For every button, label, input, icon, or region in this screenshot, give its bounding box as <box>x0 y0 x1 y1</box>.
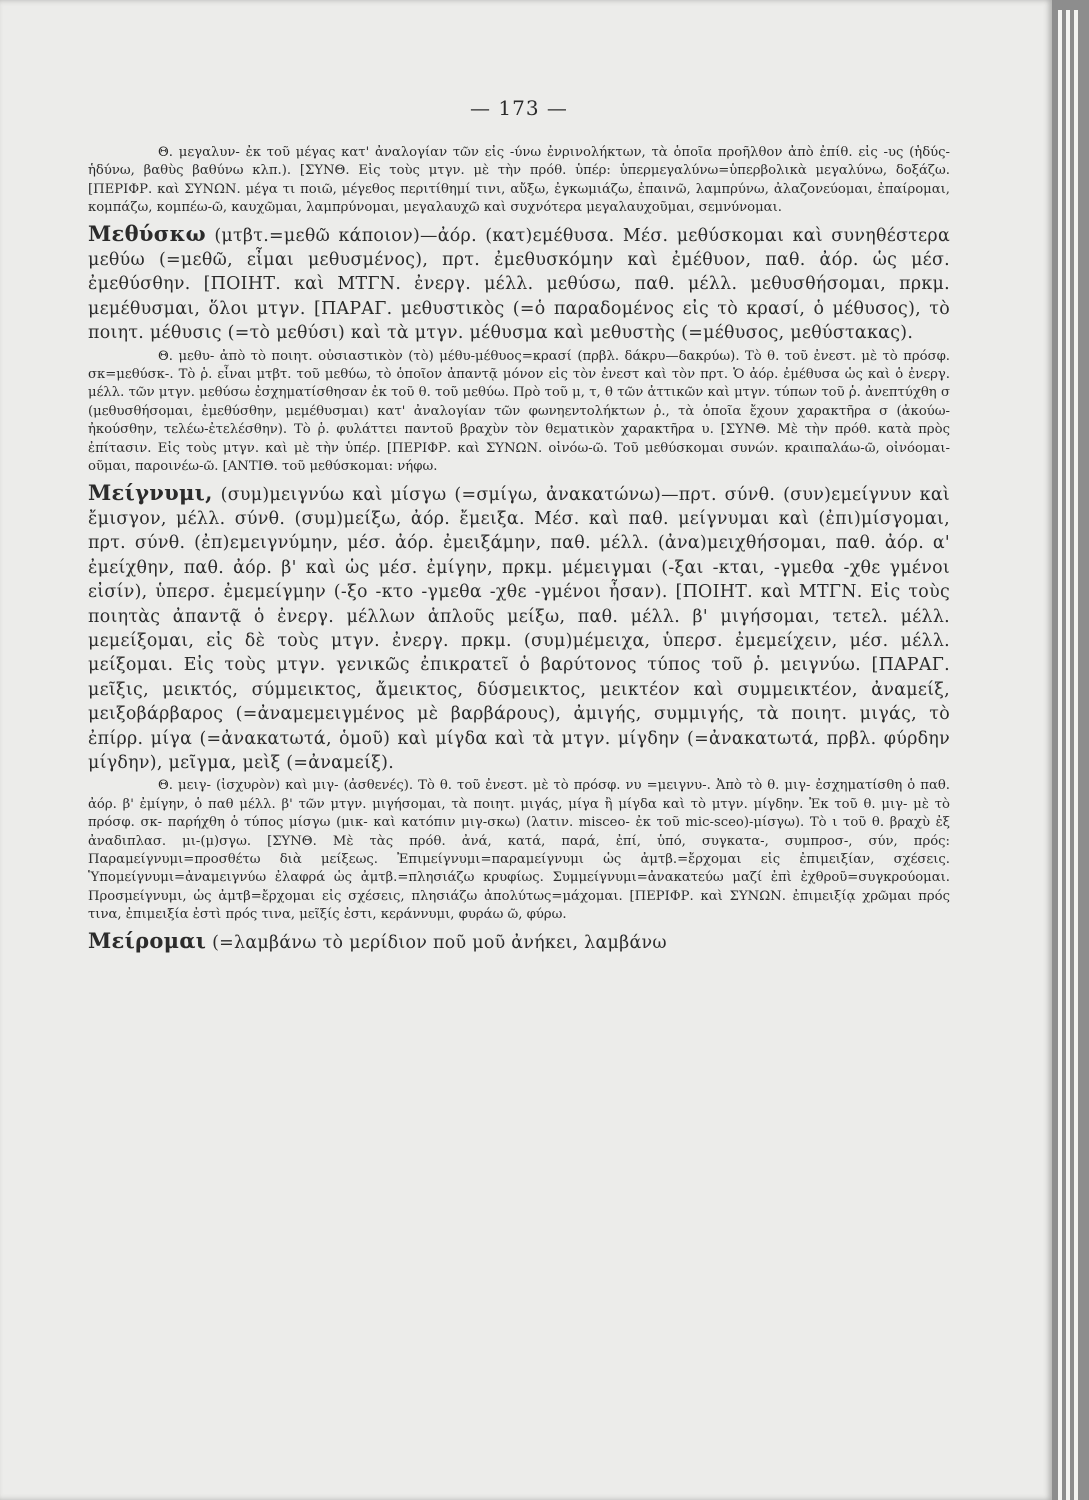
entry-headword: Μείρομαι <box>88 927 207 953</box>
etymology-paragraph: Θ. μειγ- (ἰσχυρὸν) καὶ μιγ- (ἀσθενές). Τὸ θ. τοῦ ἐνεστ. μὲ τὸ πρόσφ. νυ =μειγνυ-. Ἀπὸ τὸ θ. μιγ- ἐσχηματίσθη ὁ παθ. ἀόρ. β' ἐμίγην, ὁ παθ μέλλ. β' τῶν μτγν. μιγήσομαι, τὰ ποιητ. μιγάς, μίγα ἢ μίγδα καὶ τὸ μτγν. μίγδην. Ἐκ τοῦ θ. μιγ- μὲ τὸ πρόσφ. σκ- παρήχθη ὁ τύπος μίσγω (μικ- καὶ κατόπιν μιγ-σκω) (λατιν. misceo- ἐκ τοῦ mic-sceo)-μίσγω). Τὸ ι τοῦ θ. βραχὺ ἐξ ἀναδιπλασ. μι-(μ)σγω. [ΣΥΝΘ. Μὲ τὰς πρόθ. ἀνά, κατά, παρά, ἐπί, ὑπό, συγκατα-, συμπροσ-, σύν, πρός: Παραμείγνυμι=προσθέτω διὰ μείξεως. Ἐπιμείγνυμι=παραμείγνυμι ὡς ἀμτβ.=ἔρχομαι εἰς ἐπιμειξίαν, σχέσεις. Ὑπομείγνυμι=ἀναμειγνύω ἐλαφρά ὡς ἀμτβ.=πλησιάζω κρυφίως. Συμμείγνυμι=ἀνακατεύω μαζί ἐπὶ ἐχθροῦ=συγκρούομαι. Προσμείγνυμι, ὡς ἀμτβ=ἔρχομαι εἰς σχέσεις, πλησιάζω ἀπολύτως=μάχομαι. [ΠΕΡΙΦΡ. καὶ ΣΥΝΩΝ. ἐπιμειξίᾳ χρῶμαι πρός τινα, ἐπιμειξία ἐστὶ πρός τινα, μεῖξίς ἐστι, κεράννυμι, φυράω ῶ, φύρω. <box>88 778 950 923</box>
page-edge <box>1066 10 1070 1500</box>
entry-body: (μτβτ.=μεθῶ κάποιον)—ἀόρ. (κατ)εμέθυσα. Μέσ. μεθύσκομαι καὶ συνηθέστερα μεθύω (=μεθῶ, εἶμαι μεθυσμένος), πρτ. ἐμεθυσκόμην καὶ ἐμέθυον, παθ. ἀόρ. ὡς μέσ. ἐμεθύσθην. [ΠΟΙΗΤ. καὶ ΜΤΓΝ. ἐνεργ. μέλλ. μεθύσω, παθ. μέλλ. μεθυσθήσομαι, πρκμ. μεμέθυσμαι, ὅλοι μτγν. [ΠΑΡΑΓ. μεθυστικὸς (=ὁ παραδομένος εἰς τὸ κρασί, ὁ μέθυσος), τὸ ποιητ. μέθυσις (=τὸ μεθύσι) καὶ τὰ μτγν. μέθυσμα καὶ μεθυστὴς (=μέθυσος, μεθύστακας). <box>88 225 950 344</box>
etymology-paragraph: Θ. μεθυ- ἀπὸ τὸ ποιητ. οὐσιαστικὸν (τὸ) μέθυ-μέθυος=κρασί (πρβλ. δάκρυ—δακρύω). Τὸ θ. τοῦ ἐνεστ. μὲ τὸ πρόσφ. σκ=μεθύσκ-. Τὸ ῥ. εἶναι μτβτ. τοῦ μεθύω, τὸ ὁποῖον ἀπαντᾷ μόνον εἰς τὸν ἐνεστ καὶ τὸν πρτ. Ὁ ἀόρ. ἐμέθυσα ὡς καὶ ὁ ἐνεργ. μέλλ. τῶν μτγν. μεθύσω ἐσχηματίσθησαν ἐκ τοῦ θ. τοῦ μεθύω. Πρὸ τοῦ μ, τ, θ τῶν ἀττικῶν καὶ μτγν. τύπων τοῦ ῥ. ἀνεπτύχθη σ (μεθυσθήσομαι, ἐμεθύσθην, μεμέθυσμαι) κατ' ἀναλογίαν τῶν φωνηεντολήκτων ῥ., τὰ ὁποῖα ἔχουν χαρακτῆρα σ (ἀκούω-ἠκούσθην, τελέω-ἐτελέσθην). Τὸ ῥ. φυλάττει παντοῦ βραχὺν τὸν θεματικὸν χαρακτῆρα υ. [ΣΥΝΘ. Μὲ τὴν πρόθ. κατὰ πρὸς ἐπίτασιν. Εἰς τοὺς μτγν. καὶ μὲ τὴν ὑπέρ. [ΠΕΡΙΦΡ. καὶ ΣΥΝΩΝ. οἰνόω-ῶ. Τοῦ μεθύσκομαι συνών. κραιπαλάω-ῶ, οἰνόομαι-οῦμαι, παροινέω-ῶ. [ΑΝΤΙΘ. τοῦ μεθύσκομαι: νήφω. <box>88 348 950 475</box>
page-number: — 173 — <box>470 96 568 120</box>
etymology-paragraph: Θ. μεγαλυν- ἐκ τοῦ μέγας κατ' ἀναλογίαν τῶν εἰς -ύνω ἐνρινολήκτων, τὰ ὁποῖα προῆλθον ἀπὸ ἐπίθ. εἰς -υς (ἡδύς-ἡδύνω, βαθὺς βαθύνω κλπ.). [ΣΥΝΘ. Εἰς τοὺς μτγν. μὲ τὴν πρόθ. ὑπέρ: ὑπερμεγαλύνω=ὑπερβολικὰ μεγαλύνω, δοξάζω. [ΠΕΡΙΦΡ. καὶ ΣΥΝΩΝ. μέγα τι ποιῶ, μέγεθος περιτίθημί τινι, αὔξω, ἐγκωμιάζω, ἐπαινῶ, λαμπρύνω, ἀλαζονεύομαι, ἐπαίρομαι, κομπάζω, κομπέω-ῶ, καυχῶμαι, λαμπρύνομαι, μεγαλαυχῶ καὶ συχνότερα μεγαλαυχοῦμαι, σεμνύνομαι. <box>88 145 950 216</box>
entry-headword: Μείγνυμι, <box>88 479 213 505</box>
entry-headword: Μεθύσκω <box>88 220 206 246</box>
page-edge <box>1058 10 1062 1500</box>
page-text <box>88 96 950 955</box>
dictionary-entry <box>88 481 950 776</box>
entry-body: (=λαμβάνω τὸ μερίδιον ποῦ μοῦ ἀνήκει, λαμβάνω <box>212 932 667 953</box>
entry-body: (συμ)μειγνύω καὶ μίσγω (=σμίγω, ἀνακατώνω)—πρτ. σύνθ. (συν)εμείγνυν καὶ ἔμισγον, μέλλ. σύνθ. (συμ)μείξω, ἀόρ. ἔμειξα. Μέσ. καὶ παθ. μείγνυμαι καὶ (ἐπι)μίσγομαι, πρτ. σύνθ. (ἐπ)εμειγνύμην, μέσ. ἀόρ. ἐμειξάμην, παθ. μέλλ. (ἀνα)μειχθήσομαι, παθ. ἀόρ. α' ἐμείχθην, παθ. ἀόρ. β' καὶ ὡς μέσ. ἐμίγην, πρκμ. μέμειγμαι (-ξαι -κται, -γμεθα -χθε γμένοι εἰσίν), ὑπερσ. ἐμεμείγμην (-ξο -κτο -γμεθα -χθε -γμένοι ἦσαν). [ΠΟΙΗΤ. καὶ ΜΤΓΝ. Εἰς τοὺς ποιητὰς ἀπαντᾷ ὁ ἐνεργ. μέλλων ἁπλοῦς μείξω, παθ. μέλλ. β' μιγήσομαι, τετελ. μέλλ. μεμείξομαι, εἰς δὲ τοὺς μτγν. ἐνεργ. πρκμ. (συμ)μέμειχα, ὑπερσ. ἐμεμείχειν, μέσ. μέλλ. μείξομαι. Εἰς τοὺς μτγν. γενικῶς ἐπικρατεῖ ὁ βαρύτονος τύπος τοῦ ῥ. μειγνύω. [ΠΑΡΑΓ. μεῖξις, μεικτός, σύμμεικτος, ἄμεικτος, δύσμεικτος, μεικτέον καὶ συμμεικτέον, ἀναμείξ, μειξοβάρβαρος (=ἀναμεμειγμένος μὲ βαρβάρους), ἀμιγής, συμμιγής, τὰ ποιητ. μιγάς, τὸ ἐπίρρ. μίγα (=ἀνακατωτά, ὁμοῦ) καὶ μίγδα καὶ τὰ μτγν. μίγδην (=ἀνακατωτά, πρβλ. φύρδην μίγδην), μεῖγμα, μεὶξ (=ἀναμείξ). <box>88 484 951 773</box>
page-edge <box>1074 10 1078 1500</box>
dictionary-entry <box>88 222 950 346</box>
dictionary-entry <box>88 929 950 955</box>
